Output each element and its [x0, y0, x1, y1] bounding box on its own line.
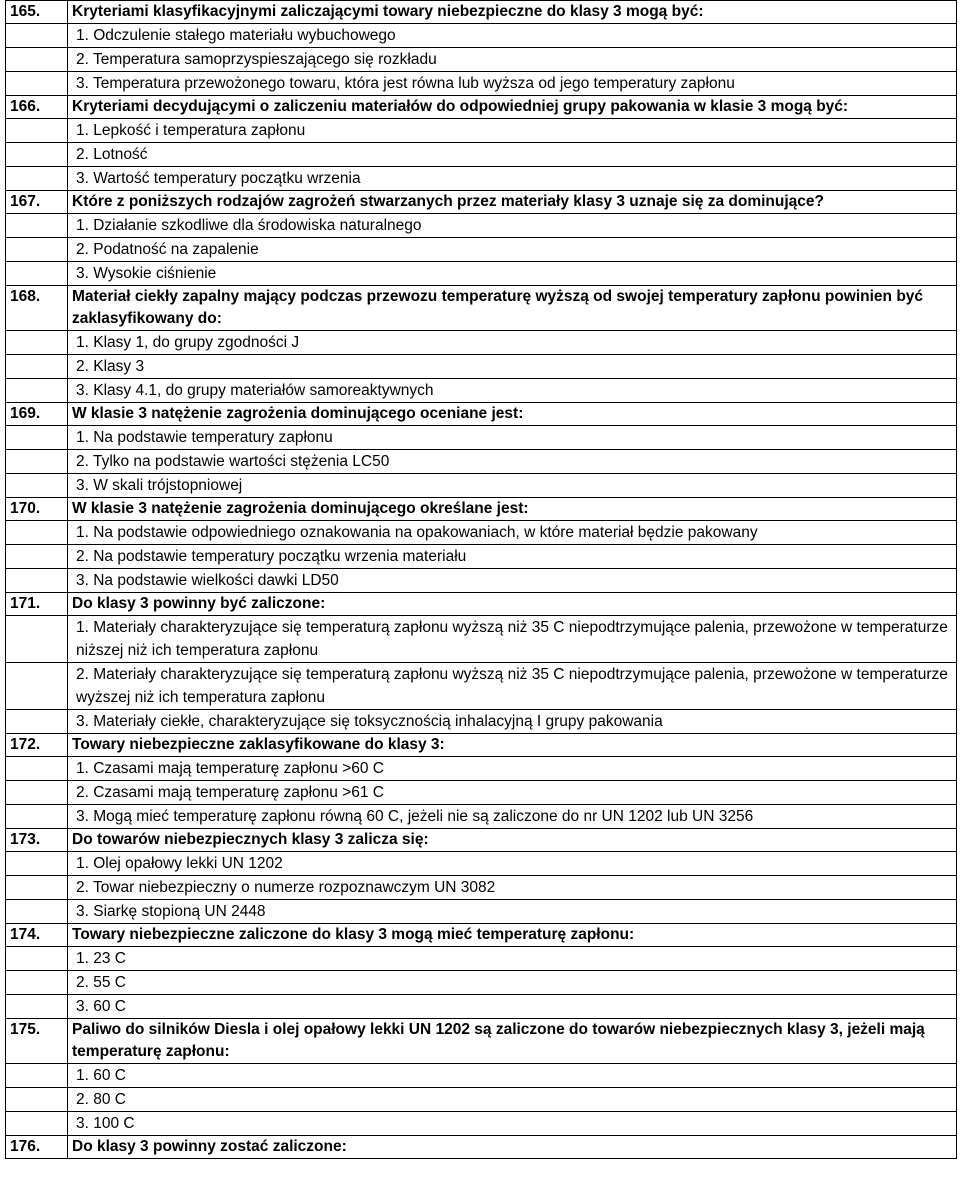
answer-row [6, 167, 957, 191]
answer-option: 3. Wartość temperatury początku wrzenia [68, 167, 957, 191]
answer-row [6, 355, 957, 379]
answer-number-cell [6, 1112, 68, 1136]
question-row [6, 1, 957, 24]
answer-option: 2. Towar niebezpieczny o numerze rozpoznawczym UN 3082 [68, 876, 957, 900]
answer-option: 2. Tylko na podstawie wartości stężenia LC50 [68, 450, 957, 474]
answer-row [6, 238, 957, 262]
question-text: Do towarów niebezpiecznych klasy 3 zalicza się: [68, 829, 957, 852]
answer-number-cell [6, 48, 68, 72]
answer-row [6, 119, 957, 143]
answer-row [6, 852, 957, 876]
answer-row [6, 426, 957, 450]
answer-number-cell [6, 616, 68, 663]
answer-option: 3. W skali trójstopniowej [68, 474, 957, 498]
answer-option: 3. 60 C [68, 995, 957, 1019]
answer-row [6, 971, 957, 995]
question-number: 175. [6, 1019, 68, 1064]
question-text: Kryteriami decydującymi o zaliczeniu materiałów do odpowiedniej grupy pakowania w klasie 3 mogą być: [68, 96, 957, 119]
answer-number-cell [6, 24, 68, 48]
answer-option: 1. Lepkość i temperatura zapłonu [68, 119, 957, 143]
answer-number-cell [6, 757, 68, 781]
answer-row [6, 569, 957, 593]
answer-option: 2. 80 C [68, 1088, 957, 1112]
question-row [6, 191, 957, 214]
answer-number-cell [6, 355, 68, 379]
question-text: W klasie 3 natężenie zagrożenia dominującego określane jest: [68, 498, 957, 521]
answer-row [6, 1112, 957, 1136]
question-number: 174. [6, 924, 68, 947]
answer-option: 3. 100 C [68, 1112, 957, 1136]
question-row [6, 829, 957, 852]
answer-row [6, 331, 957, 355]
answer-row [6, 379, 957, 403]
answer-number-cell [6, 521, 68, 545]
answer-row [6, 995, 957, 1019]
question-number: 166. [6, 96, 68, 119]
question-text: Materiał ciekły zapalny mający podczas przewozu temperaturę wyższą od swojej temperatury zapłonu powinien być zaklasyfikowany do: [68, 286, 957, 331]
question-row [6, 96, 957, 119]
answer-row [6, 710, 957, 734]
question-row [6, 1019, 957, 1064]
answer-number-cell [6, 238, 68, 262]
question-number: 176. [6, 1136, 68, 1159]
answer-row [6, 214, 957, 238]
answer-number-cell [6, 72, 68, 96]
answer-number-cell [6, 214, 68, 238]
answer-row [6, 143, 957, 167]
answer-number-cell [6, 143, 68, 167]
question-row [6, 734, 957, 757]
answer-option: 2. Klasy 3 [68, 355, 957, 379]
answer-number-cell [6, 663, 68, 710]
answer-number-cell [6, 900, 68, 924]
answer-number-cell [6, 167, 68, 191]
answer-option: 3. Wysokie ciśnienie [68, 262, 957, 286]
question-text: Do klasy 3 powinny zostać zaliczone: [68, 1136, 957, 1159]
answer-row [6, 474, 957, 498]
answer-number-cell [6, 545, 68, 569]
answer-option: 3. Na podstawie wielkości dawki LD50 [68, 569, 957, 593]
answer-option: 1. 23 C [68, 947, 957, 971]
answer-number-cell [6, 781, 68, 805]
answer-row [6, 545, 957, 569]
answer-option: 3. Mogą mieć temperaturę zapłonu równą 60 C, jeżeli nie są zaliczone do nr UN 1202 lub UN 3256 [68, 805, 957, 829]
answer-option: 3. Klasy 4.1, do grupy materiałów samoreaktywnych [68, 379, 957, 403]
answer-number-cell [6, 119, 68, 143]
question-row [6, 286, 957, 331]
answer-option: 3. Materiały ciekłe, charakteryzujące się toksycznością inhalacyjną I grupy pakowania [68, 710, 957, 734]
answer-row [6, 876, 957, 900]
answer-number-cell [6, 995, 68, 1019]
question-number: 167. [6, 191, 68, 214]
question-number: 172. [6, 734, 68, 757]
answer-option: 2. Lotność [68, 143, 957, 167]
answer-number-cell [6, 947, 68, 971]
answer-row [6, 1064, 957, 1088]
question-row [6, 593, 957, 616]
question-number: 171. [6, 593, 68, 616]
answer-row [6, 616, 957, 663]
question-number: 173. [6, 829, 68, 852]
answer-number-cell [6, 852, 68, 876]
question-text: Do klasy 3 powinny być zaliczone: [68, 593, 957, 616]
question-text: Towary niebezpieczne zaklasyfikowane do klasy 3: [68, 734, 957, 757]
answer-number-cell [6, 331, 68, 355]
answer-number-cell [6, 569, 68, 593]
answer-row [6, 900, 957, 924]
answer-number-cell [6, 805, 68, 829]
answer-option: 1. Olej opałowy lekki UN 1202 [68, 852, 957, 876]
answer-option: 1. Klasy 1, do grupy zgodności J [68, 331, 957, 355]
question-text: W klasie 3 natężenie zagrożenia dominującego oceniane jest: [68, 403, 957, 426]
answer-row [6, 262, 957, 286]
question-row [6, 1136, 957, 1159]
question-text: Które z poniższych rodzajów zagrożeń stwarzanych przez materiały klasy 3 uznaje się za dominujące? [68, 191, 957, 214]
answer-option: 2. Czasami mają temperaturę zapłonu >61 C [68, 781, 957, 805]
answer-number-cell [6, 1064, 68, 1088]
answer-number-cell [6, 971, 68, 995]
answer-number-cell [6, 426, 68, 450]
question-row [6, 924, 957, 947]
answer-option: 3. Temperatura przewożonego towaru, która jest równa lub wyższa od jego temperatury zapłonu [68, 72, 957, 96]
answer-option: 2. Na podstawie temperatury początku wrzenia materiału [68, 545, 957, 569]
answer-row [6, 1088, 957, 1112]
answer-row [6, 521, 957, 545]
question-text: Paliwo do silników Diesla i olej opałowy lekki UN 1202 są zaliczone do towarów niebezpiecznych klasy 3, jeżeli mają temperaturę zapłonu: [68, 1019, 957, 1064]
answer-option: 2. Podatność na zapalenie [68, 238, 957, 262]
question-row [6, 403, 957, 426]
answer-row [6, 450, 957, 474]
answer-number-cell [6, 710, 68, 734]
answer-number-cell [6, 379, 68, 403]
answer-row [6, 805, 957, 829]
answer-row [6, 24, 957, 48]
answer-option: 1. Działanie szkodliwe dla środowiska naturalnego [68, 214, 957, 238]
answer-row [6, 757, 957, 781]
questions-table [5, 0, 957, 1159]
answer-option: 1. Czasami mają temperaturę zapłonu >60 C [68, 757, 957, 781]
answer-row [6, 781, 957, 805]
question-number: 170. [6, 498, 68, 521]
answer-option: 1. Na podstawie odpowiedniego oznakowania na opakowaniach, w które materiał będzie pakowany [68, 521, 957, 545]
question-number: 168. [6, 286, 68, 331]
answer-row [6, 48, 957, 72]
answer-row [6, 663, 957, 710]
answer-option: 1. 60 C [68, 1064, 957, 1088]
answer-row [6, 947, 957, 971]
answer-number-cell [6, 876, 68, 900]
answer-option: 1. Na podstawie temperatury zapłonu [68, 426, 957, 450]
answer-option: 3. Siarkę stopioną UN 2448 [68, 900, 957, 924]
answer-option: 2. Materiały charakteryzujące się temperaturą zapłonu wyższą niż 35 C niepodtrzymujące palenia, przewożone w temperaturze wyższej niż ich temperatura zapłonu [68, 663, 957, 710]
answer-number-cell [6, 450, 68, 474]
answer-option: 2. Temperatura samoprzyspieszającego się rozkładu [68, 48, 957, 72]
question-text: Towary niebezpieczne zaliczone do klasy 3 mogą mieć temperaturę zapłonu: [68, 924, 957, 947]
question-number: 169. [6, 403, 68, 426]
answer-row [6, 72, 957, 96]
answer-option: 1. Odczulenie stałego materiału wybuchowego [68, 24, 957, 48]
question-row [6, 498, 957, 521]
answer-option: 1. Materiały charakteryzujące się temperaturą zapłonu wyższą niż 35 C niepodtrzymujące palenia, przewożone w temperaturze niższej niż ich temperatura zapłonu [68, 616, 957, 663]
answer-option: 2. 55 C [68, 971, 957, 995]
question-number: 165. [6, 1, 68, 24]
document-page [5, 0, 957, 1186]
answer-number-cell [6, 474, 68, 498]
question-text: Kryteriami klasyfikacyjnymi zaliczającymi towary niebezpieczne do klasy 3 mogą być: [68, 1, 957, 24]
answer-number-cell [6, 1088, 68, 1112]
answer-number-cell [6, 262, 68, 286]
